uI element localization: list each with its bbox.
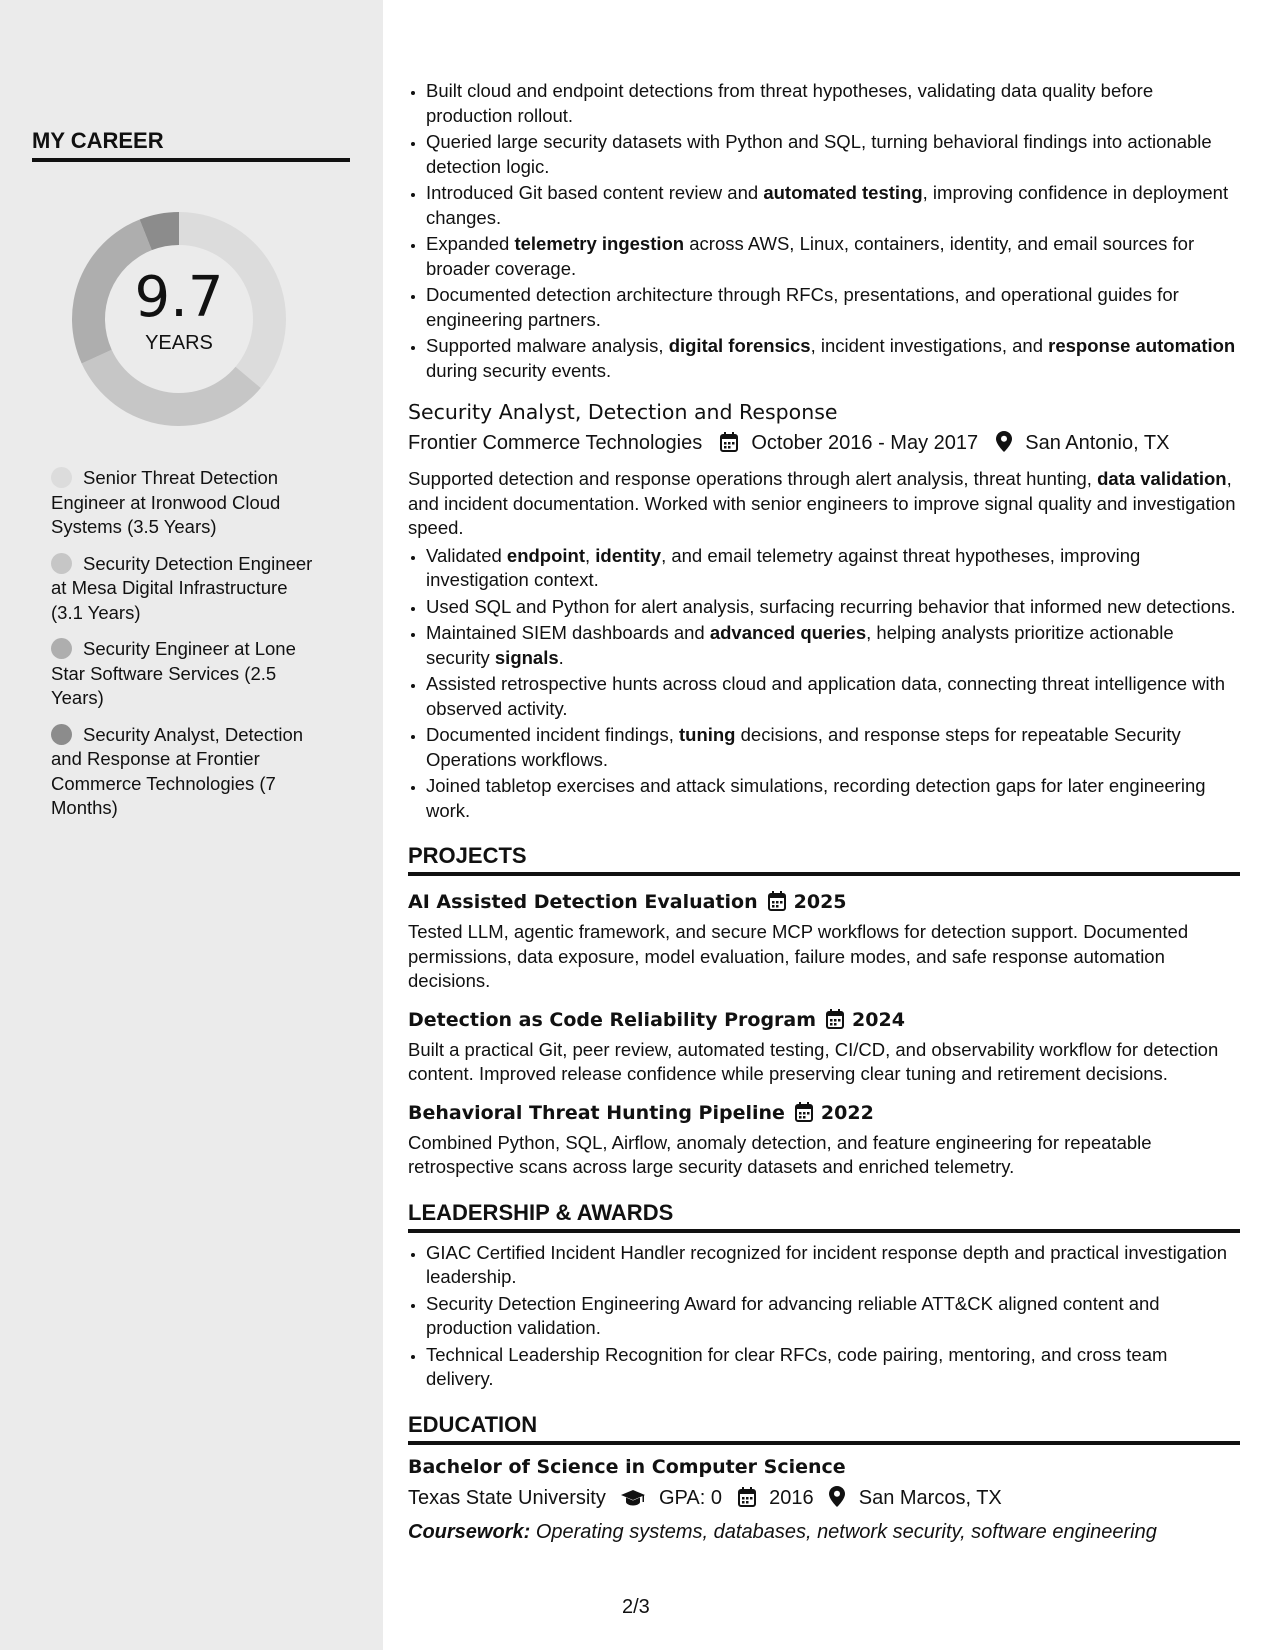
graduation-cap-icon: [621, 1486, 645, 1516]
legend-label: Security Analyst, Detection and Response at Frontier Commerce Technologies (7 Months): [51, 723, 304, 818]
job-meta: [408, 428, 1240, 461]
legend-label: Security Detection Engineer at Mesa Digital Infrastructure (3.1 Years): [51, 552, 313, 623]
legend-item: [51, 723, 323, 821]
project-name: Detection as Code Reliability Program: [408, 1008, 817, 1031]
award-item: • Technical Leadership Recognition for clear RFCs, code pairing, mentoring, and cross team delivery.: [426, 1343, 1240, 1392]
location-pin-icon: [996, 431, 1012, 461]
list-item: • Documented detection architecture through RFCs, presentations, and operational guides for engineering partners.: [426, 283, 1240, 332]
legend-label: Senior Threat Detection Engineer at Ironwood Cloud Systems (3.5 Years): [51, 467, 281, 537]
legend-swatch: [51, 638, 72, 659]
list-item: • Documented incident findings, tuning decisions, and response steps for repeatable Security Operations workflows.: [426, 723, 1240, 772]
legend-item: [51, 466, 323, 540]
project-title: [408, 888, 1240, 919]
job-company: Frontier Commerce Technologies: [408, 432, 703, 454]
education-heading: EDUCATION: [408, 1410, 1240, 1445]
job-entry: [408, 398, 1240, 823]
legend-item: [51, 552, 323, 626]
main-content: [408, 79, 1240, 1547]
list-item: • Introduced Git based content review and automated testing, improving confidence in deployment changes.: [426, 181, 1240, 230]
list-item: • Maintained SIEM dashboards and advanced queries, helping analysts prioritize actionable security signals.: [426, 621, 1240, 670]
project-description: Combined Python, SQL, Airflow, anomaly detection, and feature engineering for repeatable retrospective scans across large security datasets and enriched telemetry.: [408, 1131, 1152, 1177]
award-item: • GIAC Certified Incident Handler recognized for incident response depth and practical investigation leadership.: [426, 1241, 1240, 1290]
job-dates: October 2016 - May 2017: [751, 432, 979, 454]
legend-swatch: [51, 553, 72, 574]
job-title: Security Analyst, Detection and Response: [408, 400, 838, 424]
calendar-icon: [826, 1009, 844, 1037]
previous-job-bullets: [408, 79, 1240, 383]
project-description: Built a practical Git, peer review, automated testing, CI/CD, and observability workflow for detection content. Improved release confidence while preserving clear tuning and retirement decisions.: [408, 1038, 1219, 1084]
career-donut-chart: [66, 206, 292, 432]
total-years-unit: YEARS: [145, 332, 213, 354]
project-title: [408, 1006, 1240, 1037]
project-year: 2024: [852, 1008, 905, 1031]
career-legend: [51, 466, 323, 833]
list-item: • Joined tabletop exercises and attack simulations, recording detection gaps for later engineering work.: [426, 774, 1240, 823]
education-coursework: [408, 1517, 1240, 1547]
project-title: [408, 1099, 1240, 1130]
project-name: Behavioral Threat Hunting Pipeline: [408, 1101, 785, 1124]
education-year: 2016: [769, 1486, 814, 1509]
coursework-text: Operating systems, databases, network security, software engineering: [535, 1520, 1157, 1543]
calendar-icon: [738, 1486, 756, 1516]
education-school: Texas State University: [408, 1486, 606, 1509]
job-bullets: [408, 544, 1240, 824]
legend-swatch: [51, 467, 72, 488]
leadership-list: [408, 1241, 1240, 1392]
total-years-value: 9.7: [134, 265, 224, 330]
education-location: San Marcos, TX: [858, 1486, 1002, 1509]
job-summary: Supported detection and response operations through alert analysis, threat hunting, data validation, and incident documentation. Worked with senior engineers to improve signal quality and investigation speed.: [408, 468, 1236, 538]
leadership-heading: LEADERSHIP & AWARDS: [408, 1198, 1240, 1233]
calendar-icon: [720, 431, 738, 461]
location-pin-icon: [829, 1486, 845, 1516]
calendar-icon: [768, 891, 786, 919]
award-item: • Security Detection Engineering Award for advancing reliable ATT&CK aligned content and production validation.: [426, 1292, 1240, 1341]
projects-heading: PROJECTS: [408, 841, 1240, 876]
project-year: 2025: [793, 891, 847, 913]
list-item: • Queried large security datasets with Python and SQL, turning behavioral findings into actionable detection logic.: [426, 130, 1240, 179]
calendar-icon: [795, 1102, 813, 1130]
education-gpa: GPA: 0: [658, 1486, 722, 1509]
career-title: MY CAREER: [32, 126, 350, 162]
coursework-label: Coursework:: [408, 1520, 531, 1543]
education-meta: [408, 1483, 1240, 1516]
list-item: • Expanded telemetry ingestion across AWS, Linux, containers, identity, and email sources for broader coverage.: [426, 232, 1240, 281]
legend-label: Security Engineer at Lone Star Software Services (2.5 Years): [51, 638, 296, 708]
job-location: San Antonio, TX: [1025, 432, 1170, 454]
list-item: • Built cloud and endpoint detections from threat hypotheses, validating data quality before production rollout.: [426, 79, 1240, 128]
list-item: • Used SQL and Python for alert analysis, surfacing recurring behavior that informed new detections.: [426, 595, 1240, 620]
project-description: Tested LLM, agentic framework, and secure MCP workflows for detection support. Documented permissions, data exposure, model evaluation, failure modes, and safe response automation decisions.: [408, 921, 1189, 991]
project-name: AI Assisted Detection Evaluation: [408, 891, 758, 913]
projects-list: [408, 888, 1240, 1180]
education-degree: Bachelor of Science in Computer Science: [408, 1455, 846, 1478]
legend-swatch: [51, 724, 72, 745]
legend-item: [51, 637, 323, 711]
project-year: 2022: [820, 1101, 874, 1124]
list-item: • Assisted retrospective hunts across cloud and application data, connecting threat intelligence with observed activity.: [426, 672, 1240, 721]
donut-slice: [82, 350, 261, 426]
page-number: 2/3: [622, 1596, 650, 1618]
list-item: • Supported malware analysis, digital forensics, incident investigations, and response automation during security events.: [426, 334, 1240, 383]
sidebar: [0, 0, 383, 1650]
list-item: • Validated endpoint, identity, and email telemetry against threat hypotheses, improving investigation context.: [426, 544, 1240, 593]
